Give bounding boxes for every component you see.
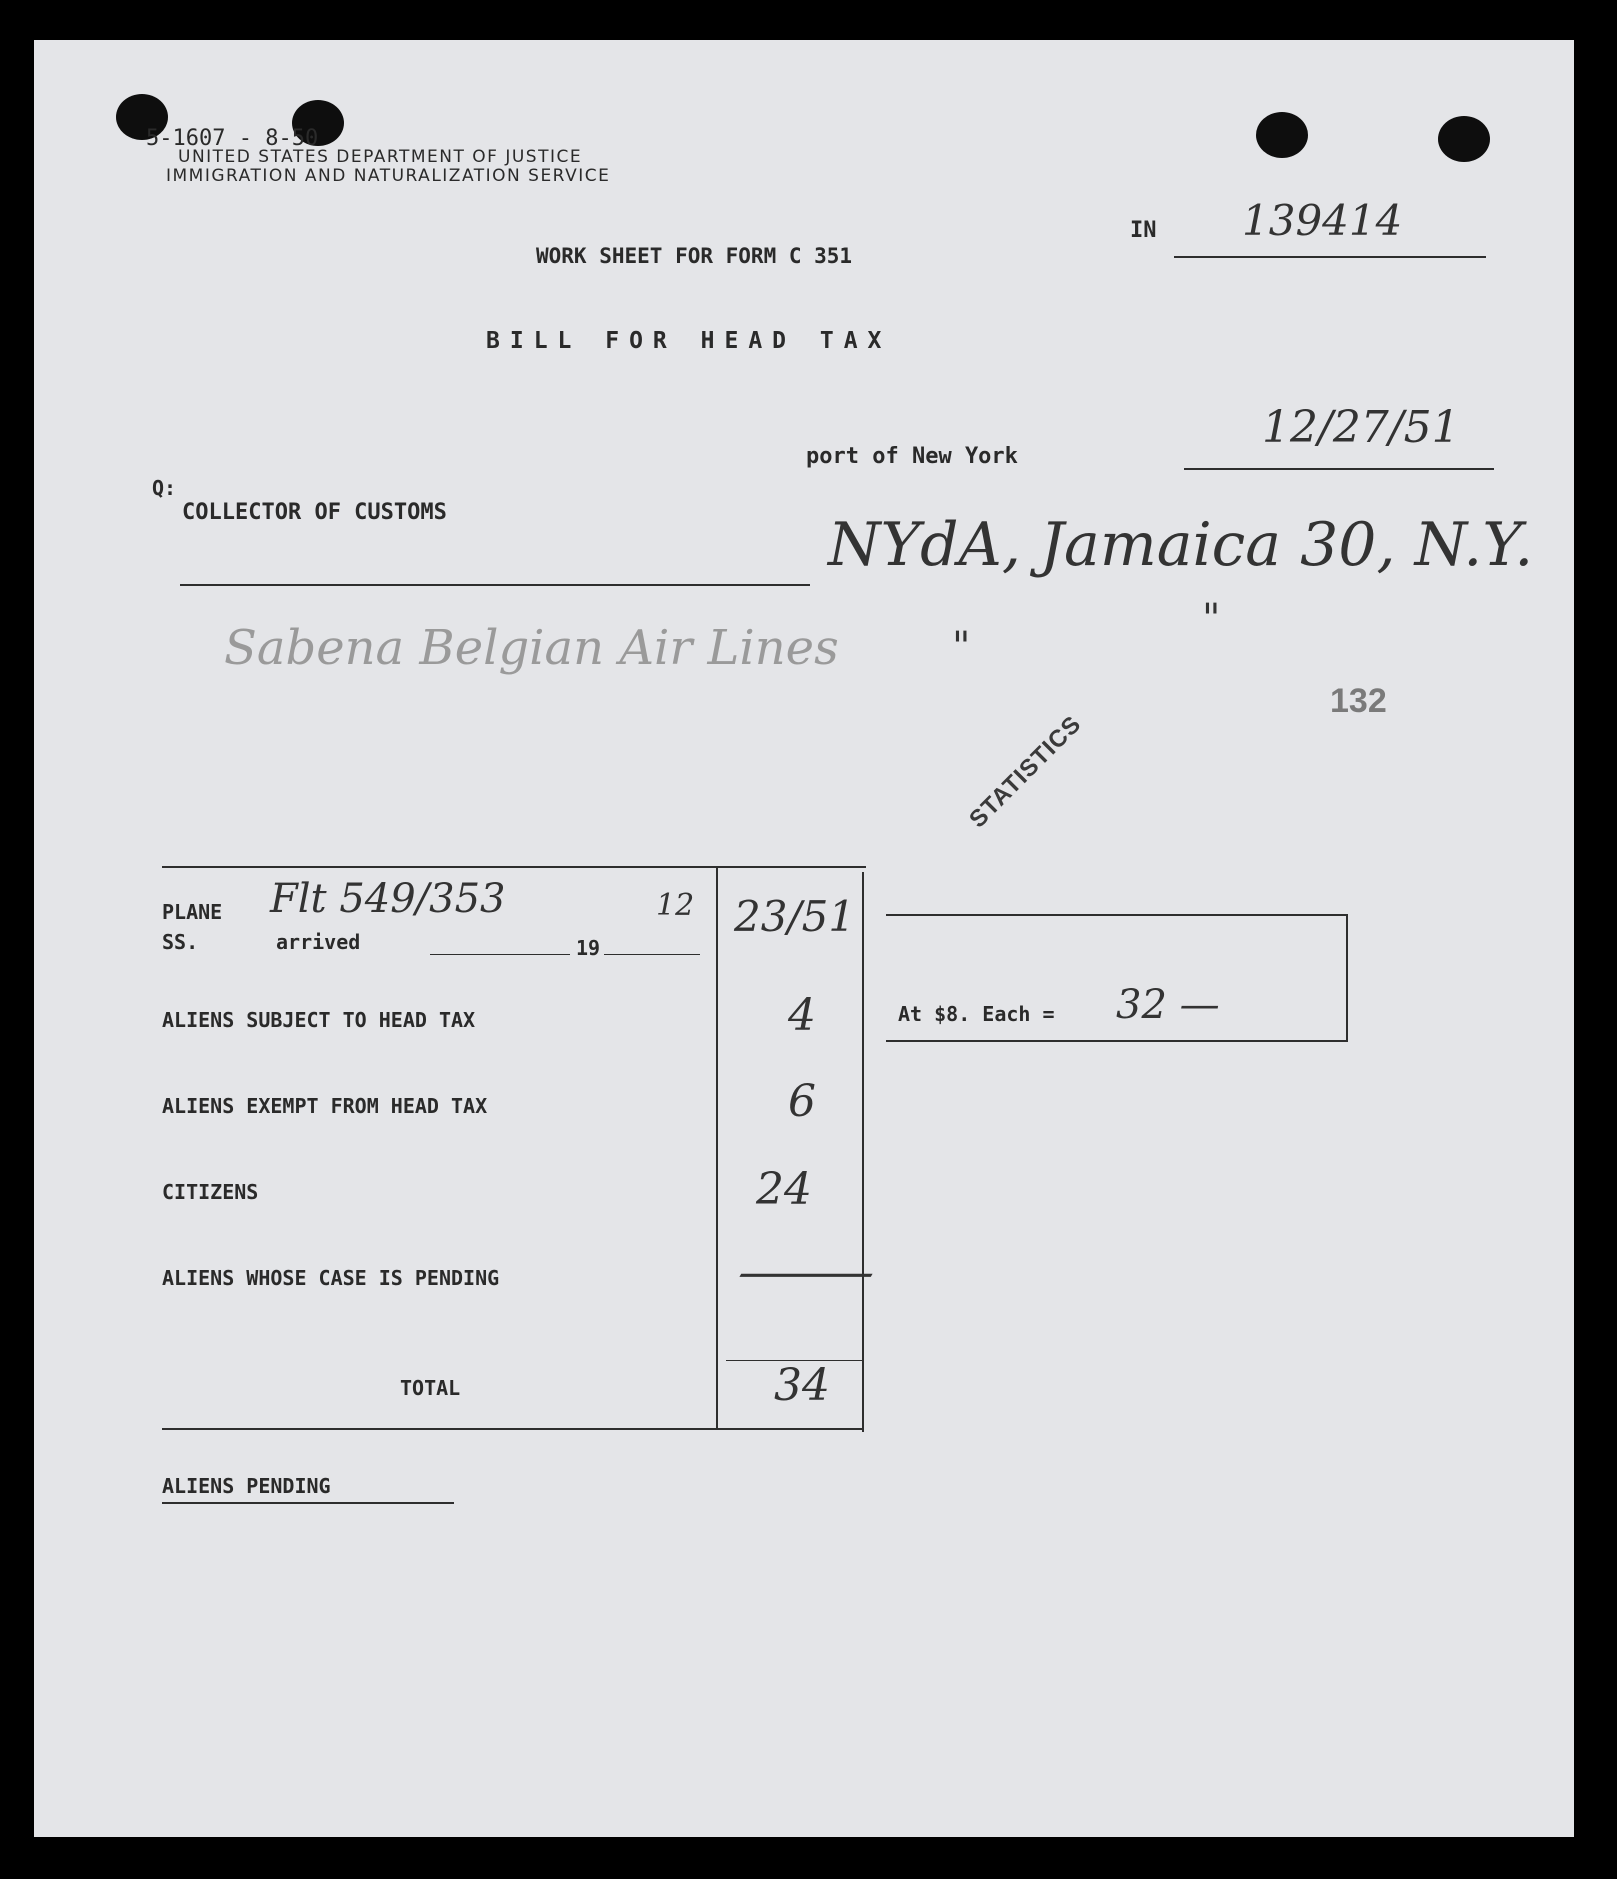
arrived-underline — [430, 954, 570, 955]
in-number-underline — [1174, 256, 1486, 258]
arrival-date: 23/51 — [734, 892, 856, 941]
row-label-exempt: ALIENS EXEMPT FROM HEAD TAX — [162, 1094, 488, 1118]
aliens-pending-label: ALIENS PENDING — [162, 1474, 331, 1498]
fee-label: At $8. Each = — [898, 1002, 1055, 1026]
stamp-number: 132 — [1330, 682, 1387, 720]
row-label-citizens: CITIZENS — [162, 1180, 259, 1204]
in-label: IN — [1130, 218, 1157, 243]
plane-label: PLANE — [162, 900, 223, 924]
row-value-pending: — — [734, 1244, 878, 1300]
table-divider — [716, 866, 718, 1430]
service-name: IMMIGRATION AND NATURALIZATION SERVICE — [166, 166, 611, 186]
arrived-label: arrived — [276, 930, 361, 954]
punch-hole — [1438, 116, 1490, 162]
total-value: 34 — [774, 1360, 830, 1411]
location-handwritten: NYdA, Jamaica 30, N.Y. — [828, 510, 1534, 580]
arrival-month: 12 — [656, 888, 695, 923]
date-underline — [1184, 468, 1494, 470]
ditto-mark: " — [952, 624, 971, 670]
ditto-mark: " — [1202, 596, 1221, 642]
aliens-pending-underline — [162, 1502, 454, 1504]
punch-hole — [1256, 112, 1308, 158]
port-label: port of New York — [806, 444, 1018, 469]
department-name: UNITED STATES DEPARTMENT OF JUSTICE — [178, 147, 583, 167]
bill-date: 12/27/51 — [1262, 402, 1460, 453]
to-label: Q: — [152, 476, 177, 500]
document-page — [34, 40, 1574, 1837]
worksheet-title: WORK SHEET FOR FORM C 351 — [536, 244, 853, 268]
flight-handwritten: Flt 549/353 — [270, 876, 506, 922]
year-underline — [604, 954, 700, 955]
in-number: 139414 — [1242, 196, 1403, 245]
bill-title: BILL FOR HEAD TAX — [486, 328, 892, 354]
carrier-handwritten: Sabena Belgian Air Lines — [224, 620, 839, 676]
collector-underline — [180, 584, 810, 586]
form-code: 5-1607 - 8-50 — [146, 126, 319, 151]
row-label-subject: ALIENS SUBJECT TO HEAD TAX — [162, 1008, 476, 1032]
row-label-pending: ALIENS WHOSE CASE IS PENDING — [162, 1266, 500, 1290]
fee-amount: 32 — — [1116, 982, 1220, 1028]
collector-name: COLLECTOR OF CUSTOMS — [182, 500, 447, 525]
total-label: TOTAL — [400, 1376, 461, 1400]
table-top-rule — [162, 866, 866, 868]
row-value-exempt: 6 — [788, 1076, 816, 1127]
row-value-citizens: 24 — [756, 1164, 812, 1215]
ss-label: SS. — [162, 930, 199, 954]
table-bottom-rule — [162, 1428, 864, 1430]
table-right-edge — [862, 872, 864, 1432]
statistics-stamp: STATISTICS — [964, 710, 1087, 834]
year-prefix: 19 — [576, 936, 601, 960]
row-value-subject: 4 — [788, 990, 816, 1041]
